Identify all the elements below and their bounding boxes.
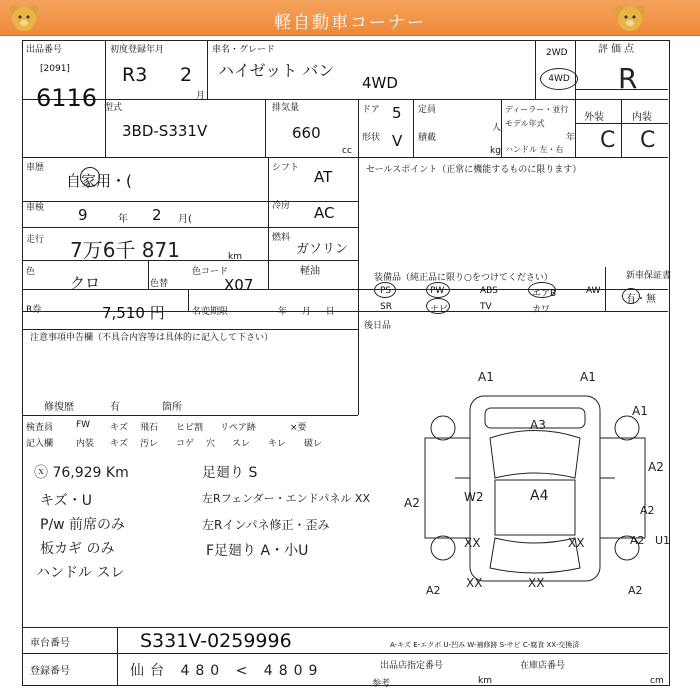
equip-circle-mark: [374, 282, 396, 298]
unit-ref-label: 在庫店番号: [520, 661, 566, 671]
equip-item: PW: [430, 286, 445, 296]
diagram-mark: A3: [530, 418, 546, 432]
reg-month: 2: [180, 64, 193, 86]
model-value: 3BD-S331V: [122, 122, 208, 140]
reg-month-unit: 月: [196, 91, 206, 101]
diagram-mark: U1: [655, 534, 671, 547]
equip-item: TV: [480, 302, 492, 312]
fuel-label: 燃料: [272, 233, 291, 243]
inspector-row2: コゲ: [176, 439, 195, 449]
drive-2wd: 2WD: [546, 48, 568, 58]
name-change-unit: 年 月 日: [278, 307, 341, 317]
interior-label: 内装: [632, 112, 652, 123]
shape-value: V: [392, 132, 403, 150]
equip-circle-mark: [528, 282, 556, 298]
inspector-row2: 穴: [206, 439, 216, 449]
notes-label: 注意事項申告欄（不具合内容等は具体的に記入して下さい）: [30, 333, 274, 343]
color-code-label: 色コード: [192, 267, 229, 277]
name-change-label: 名変期限: [192, 307, 229, 317]
repair-unit: 箇所: [162, 402, 182, 413]
doors-label: ドア: [362, 105, 380, 115]
page-title: 軽自動車コーナー: [274, 13, 426, 33]
inspector-row2: キズ: [110, 439, 128, 449]
inspect-year: 9: [78, 206, 88, 224]
inspector-row1: リペア跡: [220, 423, 256, 433]
chassis-value: S331V-0259996: [140, 630, 292, 652]
diagram-mark: A2: [426, 584, 441, 597]
warranty-label: 新車保証書: [626, 271, 672, 281]
handwritten-note: 左Rフェンダー・エンドパネル XX: [202, 492, 370, 505]
handwritten-note: F足廻り A・小U: [206, 543, 309, 559]
inspect-month: 2: [152, 206, 162, 224]
inspector-label: 検査員: [26, 423, 54, 433]
color-value: クロ: [70, 274, 101, 292]
chassis-label: 車台番号: [30, 638, 70, 649]
equip-item: ABS: [480, 286, 498, 296]
drive-4wd-circled: 4WD: [540, 68, 578, 90]
reg-label: 初度登録年月: [110, 45, 165, 55]
repair-label: 修復歴: [44, 402, 74, 413]
inspector-row2: 内装: [76, 439, 95, 449]
handwritten-note: キズ・U: [40, 493, 92, 509]
seats-label: 定員: [418, 105, 437, 115]
repaint-label: 色替: [150, 279, 169, 289]
color-code-value: X07: [224, 276, 254, 294]
diagram-mark: A2: [404, 496, 420, 510]
inspect-year-unit: 年: [118, 214, 128, 225]
lot-sub-number: [2091]: [40, 64, 70, 74]
equip-item: PS: [380, 286, 392, 296]
equip-item: エアB: [532, 289, 557, 299]
handwritten-note: 左Rインパネ修正・歪み: [202, 518, 330, 532]
ref-label: 参考: [372, 679, 391, 689]
inspector-row2: 破レ: [304, 439, 323, 449]
plate-value: 仙台 480 < 4809: [130, 663, 324, 679]
drive-type: 4WD: [362, 74, 398, 92]
exterior-value: C: [600, 128, 616, 153]
warranty-circle-mark: [622, 288, 640, 304]
inspector-row2: キレ: [268, 439, 286, 449]
inspector-row2: 汚レ: [140, 439, 159, 449]
fuel-alt: 軽油: [300, 266, 320, 277]
diagram-mark: W2: [464, 490, 484, 504]
model-year-unit: 年: [566, 133, 576, 143]
tax-label: R券: [26, 305, 42, 315]
sales-point-label: セールスポイント（正常に機能するものに限ります）: [366, 165, 582, 175]
handwritten-note: ⓧ 76,929 Km: [34, 465, 129, 481]
mileage-label: 走行: [26, 235, 45, 245]
equip-item: SR: [380, 302, 392, 312]
diagram-mark: XX: [464, 536, 481, 550]
lot-number: 6116: [36, 84, 98, 112]
reg-era: R3: [122, 64, 148, 86]
diagram-mark: A1: [478, 370, 494, 384]
inspector-row1: ヒビ割: [176, 423, 204, 433]
model-year-label: モデル年式: [505, 119, 545, 128]
equip-item: AW: [586, 286, 601, 296]
shift-value: AT: [314, 168, 333, 186]
handwritten-note: ハンドル スレ: [36, 565, 125, 581]
inspect-month-unit: 月(: [178, 214, 192, 225]
diagram-mark: A1: [632, 404, 648, 418]
diagram-mark: XX: [466, 576, 483, 590]
mileage-value: 7万6千 871: [70, 238, 180, 262]
cm-label: cm: [650, 676, 664, 686]
diagram-mark: A2: [628, 584, 643, 597]
inspector-row1: ×要: [290, 423, 307, 433]
exterior-label: 外装: [584, 112, 604, 123]
lot-label: 出品番号: [26, 45, 63, 55]
shape-label: 形状: [362, 133, 381, 143]
cc-unit: cc: [342, 146, 352, 156]
diagram-mark: A2: [648, 460, 664, 474]
inspector-label: 記入欄: [26, 439, 54, 449]
diagram-mark: A2: [630, 534, 645, 547]
mileage-unit: km: [228, 252, 242, 262]
history-circle-mark: [80, 167, 100, 187]
eval-label: 評価点: [598, 44, 637, 55]
handwritten-note: 足廻り S: [202, 465, 258, 481]
diagram-mark: XX: [528, 576, 545, 590]
car-name: ハイゼット バン: [218, 61, 335, 80]
equip-item: ナビ: [430, 305, 449, 315]
cargo-unit: kg: [490, 146, 501, 156]
doors-value: 5: [392, 104, 402, 122]
history-value: 自家用・(: [66, 172, 132, 190]
diagram-mark: XX: [568, 536, 585, 550]
inspector-row1: 飛石: [140, 423, 159, 433]
cc-value: 660: [292, 124, 321, 142]
dealer-ref-label: 出品店指定番号: [380, 661, 444, 671]
seats-unit: 人: [492, 123, 502, 133]
shift-label: シフト: [272, 163, 300, 173]
inspector-row2: スレ: [232, 439, 251, 449]
ac-value: AC: [314, 204, 335, 222]
inspector-row1: FW: [76, 420, 91, 430]
ac-label: 冷房: [272, 201, 291, 211]
dealer-label: ディーラー・並行: [505, 105, 569, 114]
history-label: 車歴: [26, 163, 45, 173]
damage-legend: A-キズ E-エクボ U-凹み W-補修跡 S-サビ C-腐食 XX-交換済: [390, 641, 580, 649]
diagram-mark: A4: [530, 488, 549, 504]
tax-value: 7,510 円: [102, 304, 165, 322]
cargo-label: 積載: [418, 133, 437, 143]
handwritten-note: P/w 前席のみ: [40, 517, 126, 533]
cc-label: 排気量: [272, 103, 300, 113]
handwritten-note: 板カギ のみ: [40, 541, 115, 557]
diagram-mark: A1: [580, 370, 596, 384]
equip-circle-mark: [426, 282, 450, 298]
plate-label: 登録番号: [30, 666, 70, 677]
color-label: 色: [26, 267, 36, 277]
equip-circle-mark: [426, 298, 450, 314]
warranty-value: 有・無: [626, 294, 656, 305]
inspect-label: 車検: [26, 203, 45, 213]
eval-value: R: [618, 62, 638, 95]
interior-value: C: [640, 128, 656, 153]
post-item-label: 後日品: [364, 321, 392, 331]
equip-item: カワ: [532, 305, 551, 315]
car-name-label: 車名・グレード: [212, 45, 276, 55]
equip-label: 装備品（純正品に限り○をつけてください）: [374, 273, 553, 283]
km-label: km: [478, 676, 492, 686]
diagram-mark: A2: [640, 504, 655, 517]
handle-label: ハンドル 左・右: [505, 145, 564, 154]
inspector-row1: キズ: [110, 423, 128, 433]
repair-value: 有: [110, 402, 120, 413]
model-label: 型式: [104, 103, 123, 113]
fuel-value: ガソリン: [296, 242, 349, 257]
